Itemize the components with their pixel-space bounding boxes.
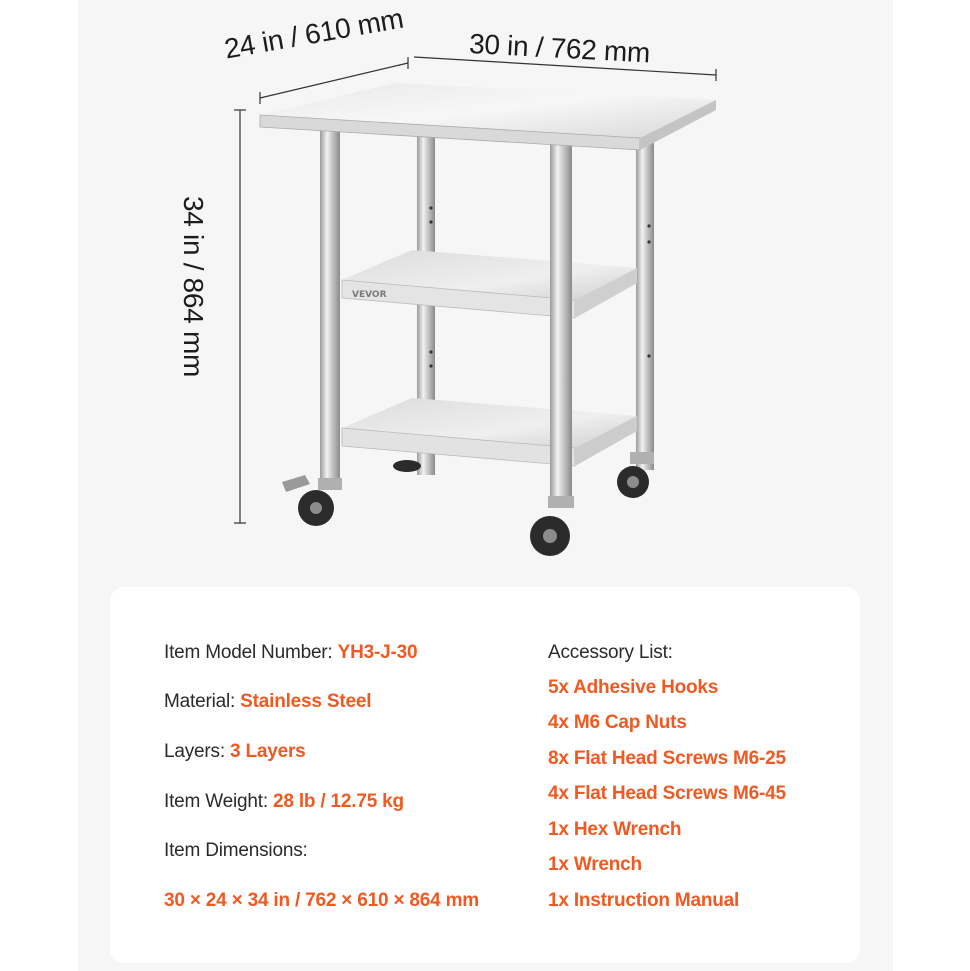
length-dimension: 30 in / 762 mm <box>468 28 651 69</box>
model-number-value: YH3-J-30 <box>337 642 418 663</box>
material-row <box>164 691 371 713</box>
material-label: Material: <box>164 691 236 712</box>
accessory-item: 1x Wrench <box>548 854 642 875</box>
accessory-item: 1x Hex Wrench <box>548 819 682 840</box>
accessory-item: 4x Flat Head Screws M6-45 <box>548 783 786 804</box>
material-value: Stainless Steel <box>240 691 372 712</box>
brand-logo: VEVOR <box>352 290 387 300</box>
accessory-item: 4x M6 Cap Nuts <box>548 712 687 733</box>
width-dimension: 24 in / 610 mm <box>222 2 406 65</box>
layers-row <box>164 741 306 763</box>
accessory-item: 5x Adhesive Hooks <box>548 677 719 698</box>
model-number-label: Item Model Number: <box>164 642 333 663</box>
layers-label: Layers: <box>164 741 225 762</box>
dimensions-value: 30 × 24 × 34 in / 762 × 610 × 864 mm <box>164 890 479 911</box>
front-left-leg <box>320 130 340 485</box>
dimensions-label: Item Dimensions: <box>164 840 308 861</box>
weight-row <box>164 791 404 813</box>
back-right-leg <box>636 130 654 470</box>
weight-label: Item Weight: <box>164 791 268 812</box>
accessory-item: 8x Flat Head Screws M6-25 <box>548 748 786 769</box>
accessory-item: 1x Instruction Manual <box>548 890 740 911</box>
model-number-row <box>164 642 417 664</box>
layers-value: 3 Layers <box>230 741 306 762</box>
weight-value: 28 lb / 12.75 kg <box>273 791 404 812</box>
height-dimension: 34 in / 864 mm <box>178 196 209 377</box>
specs-card <box>110 587 860 963</box>
front-right-leg <box>550 140 572 500</box>
accessory-list-label: Accessory List: <box>548 642 673 663</box>
